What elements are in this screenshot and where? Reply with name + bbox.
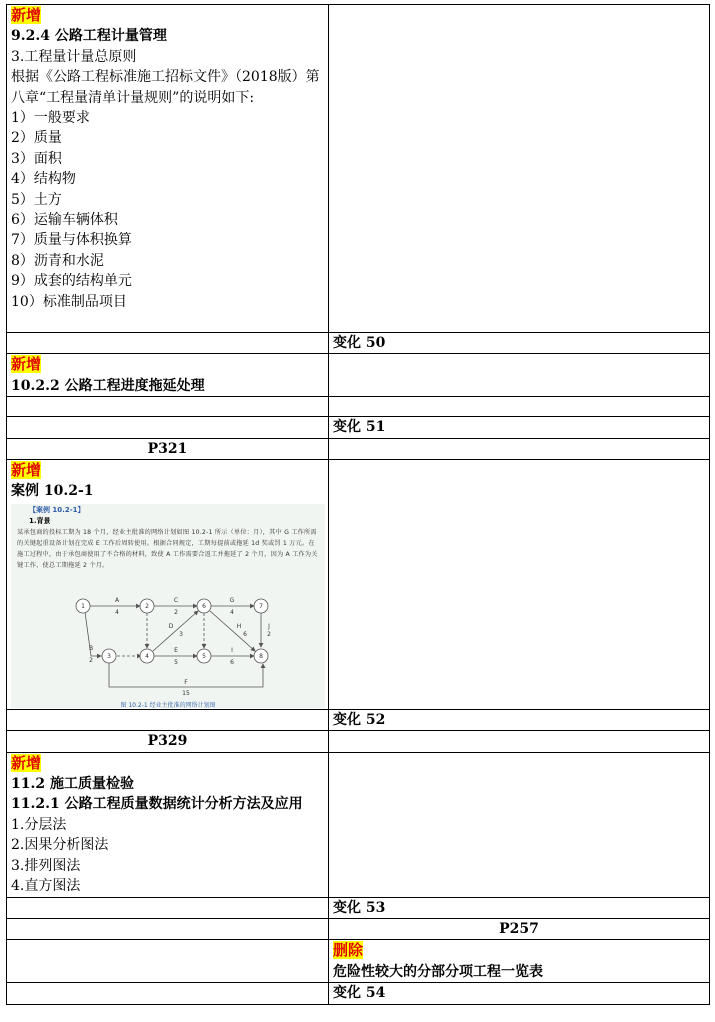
change-label: 变化 54 [329, 983, 710, 1004]
activity-arrow [210, 608, 255, 651]
case-subtitle: 1.背景 [29, 516, 51, 525]
section-row-2 [7, 354, 710, 397]
right-cell [329, 460, 710, 710]
activity-name: J [268, 622, 270, 630]
page-number: P257 [329, 918, 710, 939]
page-row [7, 438, 710, 459]
right-cell [329, 354, 710, 397]
activity-duration: 4 [115, 608, 119, 616]
activity-name: A [114, 596, 120, 604]
change-row [7, 333, 710, 354]
list-item: 3.排列图法 [11, 857, 81, 874]
deleted-tag: 删除 [333, 941, 364, 960]
blank-row [7, 397, 710, 417]
activity-name: H [236, 622, 242, 630]
change-row [7, 897, 710, 918]
section-paragraph: 根据《公路工程标准施工招标文件》（2018版）第八章“工程量清单计量规则”的说明如下: [11, 69, 320, 106]
section-row-1 [7, 5, 710, 333]
list-item: 4）结构物 [11, 171, 76, 188]
page-number: P329 [7, 731, 329, 752]
change-label: 变化 51 [329, 417, 710, 438]
node-label: 2 [145, 602, 149, 610]
section-row-4 [7, 752, 710, 897]
activity-duration: 2 [267, 630, 271, 638]
activity-duration: 2 [89, 656, 93, 664]
document [6, 4, 710, 1005]
left-cell [7, 5, 329, 333]
change-label: 变化 53 [329, 897, 710, 918]
change-label: 变化 50 [329, 333, 710, 354]
section-heading: 9.2.4 公路工程计量管理 [11, 28, 167, 45]
list-item: 9）成套的结构单元 [11, 273, 132, 290]
case-picture [11, 504, 325, 708]
right-cell [329, 940, 710, 983]
activity-name: C [173, 596, 179, 604]
activity-duration: 6 [230, 658, 234, 666]
network-diagram [11, 504, 325, 708]
section-heading: 危险性较大的分部分项工程一览表 [333, 963, 543, 980]
list-item: 5）土方 [11, 191, 62, 208]
list-item: 6）运输车辆体积 [11, 212, 118, 229]
activity-duration: 2 [174, 608, 178, 616]
list-item: 2）质量 [11, 130, 62, 147]
left-cell [7, 354, 329, 397]
section-row-3 [7, 460, 710, 710]
list-item: 7）质量与体积换算 [11, 232, 132, 249]
activity-duration: 4 [230, 608, 234, 616]
added-tag: 新增 [11, 753, 42, 772]
activity-name: G [229, 596, 235, 604]
node-label: 7 [259, 602, 263, 610]
change-row [7, 983, 710, 1004]
list-item: 8）沥青和水泥 [11, 252, 104, 269]
figure-caption: 图 10.2-1 经业主批准的网络计划图 [120, 701, 216, 709]
section-heading: 案例 10.2-1 [11, 483, 94, 500]
case-body: 某承包商的投标工期为 18 个月，经业主批准的网络计划如图 10.2-1 所示（单位：月），其中 G 工作所需的关键起重设备计划在完成 E 工作后周转使用。根据合同规定，工期每提前或拖延 1d 奖或罚 1 万元。在施工过程中，由于承包商使用了不合格的材料，致使 A 工作需要合返工并拖延了 2 个月，因为 A 工作为关键工作，使总工期拖延 2 个月。 [17, 528, 318, 569]
section-heading: 10.2.2 公路工程进度拖延处理 [11, 377, 205, 394]
left-cell [7, 460, 329, 710]
list-item: 1）一般要求 [11, 110, 90, 127]
section-row-5 [7, 940, 710, 983]
section-heading: 11.2 施工质量检验 [11, 776, 134, 793]
right-cell [329, 752, 710, 897]
activity-duration: 6 [243, 630, 247, 638]
activity-duration: 3 [179, 630, 183, 638]
activity-duration: 15 [182, 689, 190, 697]
node-label: 6 [202, 602, 206, 610]
node-label: 3 [107, 652, 111, 660]
case-title: 【案例 10.2-1】 [29, 505, 85, 514]
right-cell [329, 5, 710, 333]
section-subheading: 11.2.1 公路工程质量数据统计分析方法及应用 [11, 796, 303, 813]
added-tag: 新增 [11, 461, 42, 480]
list-item: 3）面积 [11, 150, 62, 167]
change-row [7, 417, 710, 438]
node-label: 5 [202, 652, 206, 660]
page-row [7, 918, 710, 939]
node-label: 4 [145, 652, 149, 660]
list-item: 2.因果分析图法 [11, 837, 109, 854]
activity-name: E [174, 646, 178, 654]
left-cell [7, 940, 329, 983]
page-number: P321 [7, 438, 329, 459]
comparison-table [6, 4, 710, 1005]
list-item: 1.分层法 [11, 816, 67, 833]
left-cell [7, 752, 329, 897]
node-label: 1 [81, 602, 85, 610]
list-item: 10）标准制品项目 [11, 293, 127, 310]
added-tag: 新增 [11, 6, 42, 24]
list-item: 4.直方图法 [11, 878, 81, 895]
change-label: 变化 52 [329, 709, 710, 730]
activity-name: I [231, 646, 233, 654]
activity-duration: 5 [174, 658, 178, 666]
added-tag: 新增 [11, 355, 42, 374]
activity-name: D [168, 622, 174, 630]
page-row [7, 731, 710, 752]
node-label: 8 [259, 652, 263, 660]
activity-arrow [153, 608, 198, 651]
section-subheading: 3.工程量计量总原则 [11, 48, 137, 65]
activity-name: B [88, 644, 94, 652]
activity-name: F [184, 678, 188, 686]
